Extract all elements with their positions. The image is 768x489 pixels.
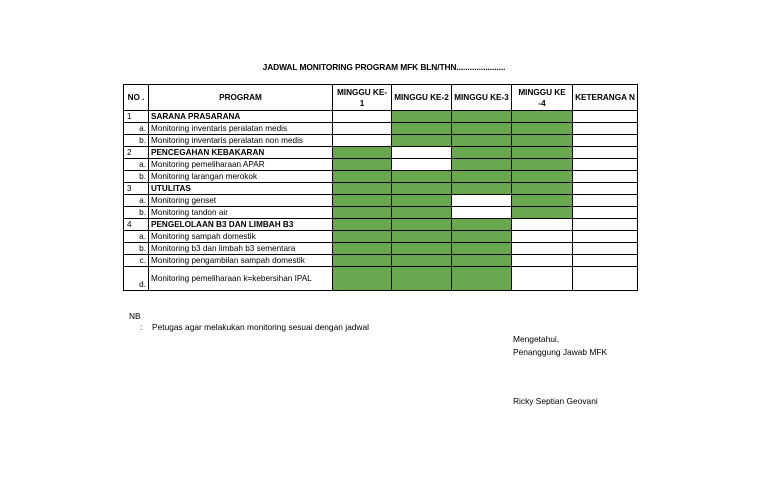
header-week-4: MINGGU KE -4 — [512, 85, 573, 111]
monitoring-schedule-table — [123, 84, 638, 291]
week-4-cell — [512, 231, 573, 243]
table-row — [124, 171, 638, 183]
week-1-cell — [333, 267, 392, 291]
keterangan-cell — [573, 195, 638, 207]
week-2-cell — [392, 267, 452, 291]
week-4-cell — [512, 159, 573, 171]
week-3-cell — [452, 207, 512, 219]
table-row — [124, 159, 638, 171]
row-number: a. — [124, 231, 149, 243]
week-2-cell — [392, 207, 452, 219]
week-1-cell — [333, 171, 392, 183]
program-name: Monitoring tandon air — [149, 207, 333, 219]
week-2-cell — [392, 255, 452, 267]
keterangan-cell — [573, 159, 638, 171]
nb-note: Petugas agar melakukan monitoring sesuai dengan jadwal — [152, 322, 369, 332]
keterangan-cell — [573, 207, 638, 219]
table-row — [124, 195, 638, 207]
week-2-cell — [392, 195, 452, 207]
week-2-cell — [392, 171, 452, 183]
row-number: 2 — [124, 147, 149, 159]
row-number: 1 — [124, 111, 149, 123]
keterangan-cell — [573, 255, 638, 267]
program-name: Monitoring pemeliharaan k=kebersihan IPAL — [149, 267, 333, 291]
section-row — [124, 147, 638, 159]
document-title: JADWAL MONITORING PROGRAM MFK BLN/THN...................... — [262, 62, 506, 72]
week-4-cell — [512, 135, 573, 147]
keterangan-cell — [573, 267, 638, 291]
program-name: Monitoring larangan merokok — [149, 171, 333, 183]
table-row — [124, 255, 638, 267]
keterangan-cell — [573, 243, 638, 255]
week-2-cell — [392, 243, 452, 255]
header-no: NO . — [124, 85, 149, 111]
section-row — [124, 219, 638, 231]
week-3-cell — [452, 231, 512, 243]
signature-role: Penanggung Jawab MFK — [513, 347, 608, 357]
row-number: a. — [124, 123, 149, 135]
week-3-cell — [452, 267, 512, 291]
table-row — [124, 135, 638, 147]
header-week-3: MINGGU KE-3 — [452, 85, 512, 111]
week-4-cell — [512, 219, 573, 231]
keterangan-cell — [573, 171, 638, 183]
week-4-cell — [512, 243, 573, 255]
program-name: Monitoring pemeliharaan APAR — [149, 159, 333, 171]
section-title: PENCEGAHAN KEBAKARAN — [149, 147, 333, 159]
week-2-cell — [392, 183, 452, 195]
header-row — [124, 85, 638, 111]
week-4-cell — [512, 267, 573, 291]
week-3-cell — [452, 195, 512, 207]
program-name: Monitoring genset — [149, 195, 333, 207]
keterangan-cell — [573, 111, 638, 123]
program-name: Monitoring pengambilan sampah domestik — [149, 255, 333, 267]
row-number: b. — [124, 207, 149, 219]
week-1-cell — [333, 135, 392, 147]
week-3-cell — [452, 159, 512, 171]
signature-acknowledged: Mengetahui, — [513, 334, 560, 344]
signature-name: Ricky Septian Geovani — [513, 396, 598, 406]
week-2-cell — [392, 111, 452, 123]
table-row — [124, 123, 638, 135]
row-number: b. — [124, 171, 149, 183]
week-4-cell — [512, 147, 573, 159]
keterangan-cell — [573, 147, 638, 159]
week-3-cell — [452, 135, 512, 147]
row-number: 3 — [124, 183, 149, 195]
week-3-cell — [452, 219, 512, 231]
week-2-cell — [392, 123, 452, 135]
keterangan-cell — [573, 183, 638, 195]
week-2-cell — [392, 147, 452, 159]
week-2-cell — [392, 159, 452, 171]
section-title: PENGELOLAAN B3 DAN LIMBAH B3 — [149, 219, 333, 231]
week-1-cell — [333, 183, 392, 195]
nb-colon: : — [140, 322, 143, 332]
week-4-cell — [512, 123, 573, 135]
row-number: b. — [124, 243, 149, 255]
section-row — [124, 183, 638, 195]
keterangan-cell — [573, 135, 638, 147]
header-keterangan: KETERANGA N — [573, 85, 638, 111]
week-4-cell — [512, 111, 573, 123]
program-name: Monitoring inventaris peralatan medis — [149, 123, 333, 135]
week-3-cell — [452, 111, 512, 123]
week-3-cell — [452, 183, 512, 195]
week-4-cell — [512, 183, 573, 195]
section-title: SARANA PRASARANA — [149, 111, 333, 123]
row-number: 4 — [124, 219, 149, 231]
keterangan-cell — [573, 123, 638, 135]
week-1-cell — [333, 147, 392, 159]
week-3-cell — [452, 255, 512, 267]
week-1-cell — [333, 231, 392, 243]
week-3-cell — [452, 147, 512, 159]
keterangan-cell — [573, 231, 638, 243]
header-program: PROGRAM — [149, 85, 333, 111]
week-4-cell — [512, 171, 573, 183]
week-1-cell — [333, 159, 392, 171]
week-1-cell — [333, 219, 392, 231]
row-number: a. — [124, 195, 149, 207]
row-number: a. — [124, 159, 149, 171]
week-3-cell — [452, 123, 512, 135]
program-name: Monitoring inventaris peralatan non medis — [149, 135, 333, 147]
week-1-cell — [333, 255, 392, 267]
week-1-cell — [333, 111, 392, 123]
week-2-cell — [392, 231, 452, 243]
header-week-2: MINGGU KE-2 — [392, 85, 452, 111]
week-2-cell — [392, 135, 452, 147]
header-week-1: MINGGU KE-1 — [333, 85, 392, 111]
week-3-cell — [452, 243, 512, 255]
row-number: b. — [124, 135, 149, 147]
week-3-cell — [452, 171, 512, 183]
week-1-cell — [333, 123, 392, 135]
keterangan-cell — [573, 219, 638, 231]
week-1-cell — [333, 243, 392, 255]
week-4-cell — [512, 207, 573, 219]
program-name: Monitoring b3 dan limbah b3 sementara — [149, 243, 333, 255]
section-row — [124, 111, 638, 123]
week-4-cell — [512, 195, 573, 207]
row-number: d. — [124, 267, 149, 291]
week-4-cell — [512, 255, 573, 267]
program-name: Monitoring sampah domestik — [149, 231, 333, 243]
nb-label: NB — [129, 311, 141, 321]
table-row — [124, 267, 638, 291]
table-row — [124, 231, 638, 243]
section-title: UTULITAS — [149, 183, 333, 195]
week-1-cell — [333, 195, 392, 207]
table-row — [124, 243, 638, 255]
table-row — [124, 207, 638, 219]
week-1-cell — [333, 207, 392, 219]
week-2-cell — [392, 219, 452, 231]
row-number: c. — [124, 255, 149, 267]
